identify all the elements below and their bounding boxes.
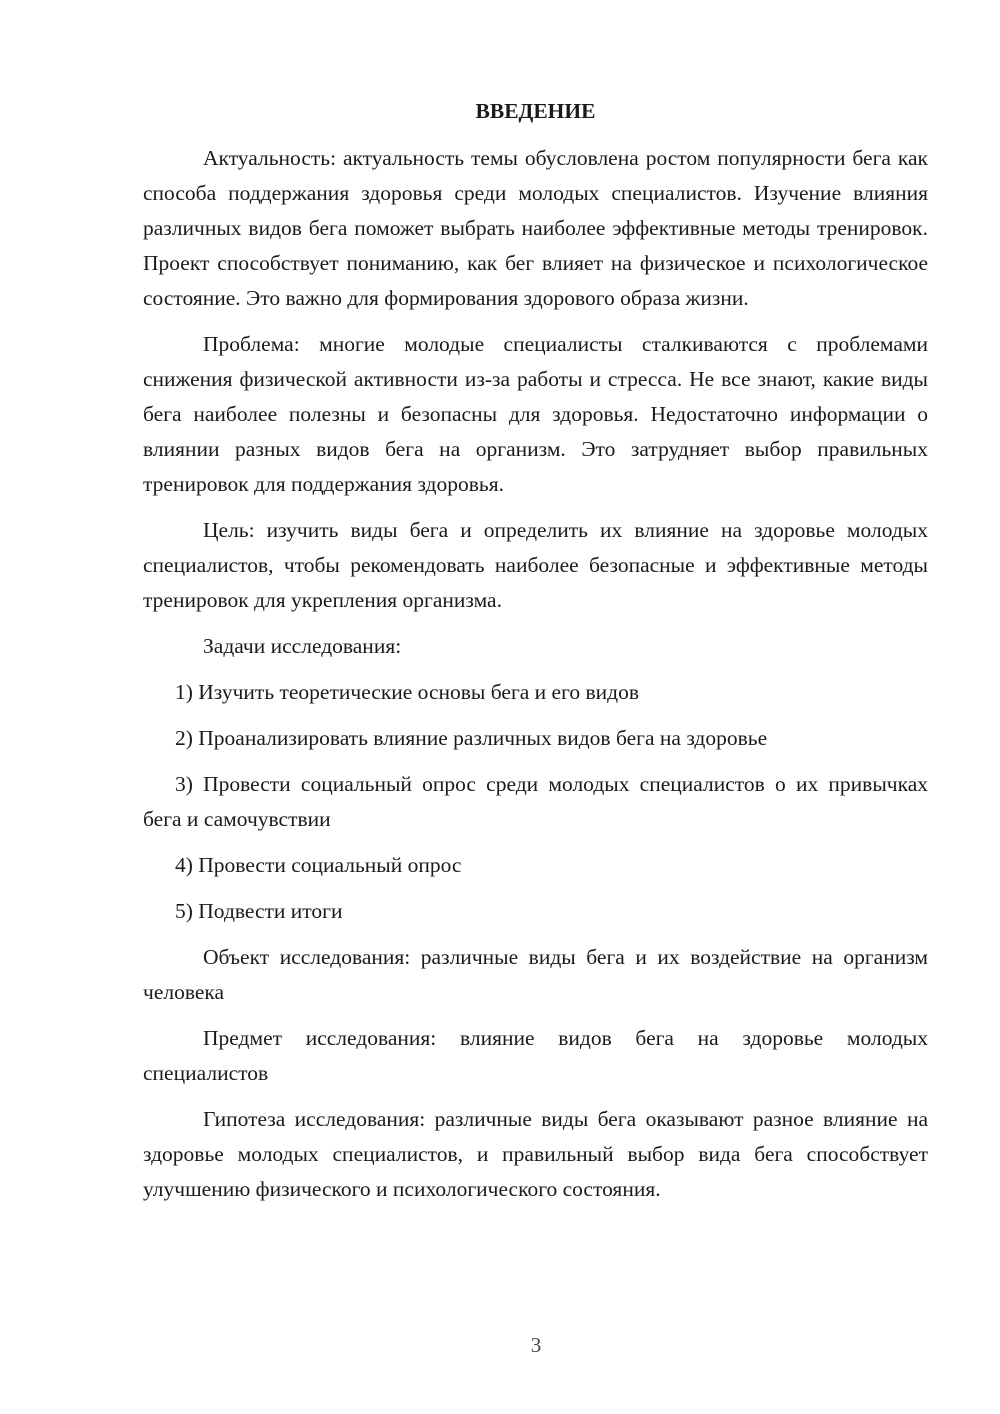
task-item: 1) Изучить теоретические основы бега и его видов	[175, 680, 640, 704]
object-paragraph: Объект исследования: различные виды бега и их воздействие на организм человека	[143, 945, 928, 1004]
problem-paragraph: Проблема: многие молодые специалисты сталкиваются с проблемами снижения физической активности из-за работы и стресса. Не все знают, какие виды бега наиболее полезны и безопасны для здоровья. Недостаточно информации о влиянии разных видов бега на организм. Это затрудняет выбор правильных тренировок для поддержания здоровья.	[143, 332, 928, 496]
document-page	[143, 94, 928, 1218]
tasks-heading: Задачи исследования:	[203, 634, 402, 658]
page-number: 3	[530, 1333, 542, 1357]
task-item: 5) Подвести итоги	[175, 899, 343, 923]
goal-paragraph: Цель: изучить виды бега и определить их влияние на здоровье молодых специалистов, чтобы рекомендовать наиболее безопасные и эффективные методы тренировок для укрепления организма.	[143, 518, 928, 612]
section-title: ВВЕДЕНИЕ	[475, 99, 596, 123]
hypothesis-paragraph: Гипотеза исследования: различные виды бега оказывают разное влияние на здоровье молодых специалистов, и правильный выбор вида бега способствует улучшению физического и психологического состояния.	[143, 1107, 928, 1201]
subject-paragraph: Предмет исследования: влияние видов бега на здоровье молодых специалистов	[143, 1026, 928, 1085]
task-item: 4) Провести социальный опрос	[175, 853, 462, 877]
relevance-paragraph: Актуальность: актуальность темы обусловлена ростом популярности бега как способа поддержания здоровья среди молодых специалистов. Изучение влияния различных видов бега поможет выбрать наиболее эффективные методы тренировок. Проект способствует пониманию, как бег влияет на физическое и психологическое состояние. Это важно для формирования здорового образа жизни.	[143, 146, 928, 310]
task-item: 2) Проанализировать влияние различных видов бега на здоровье	[175, 726, 768, 750]
task-item: 3) Провести социальный опрос среди молодых специалистов о их привычках бега и самочувствии	[143, 772, 928, 831]
